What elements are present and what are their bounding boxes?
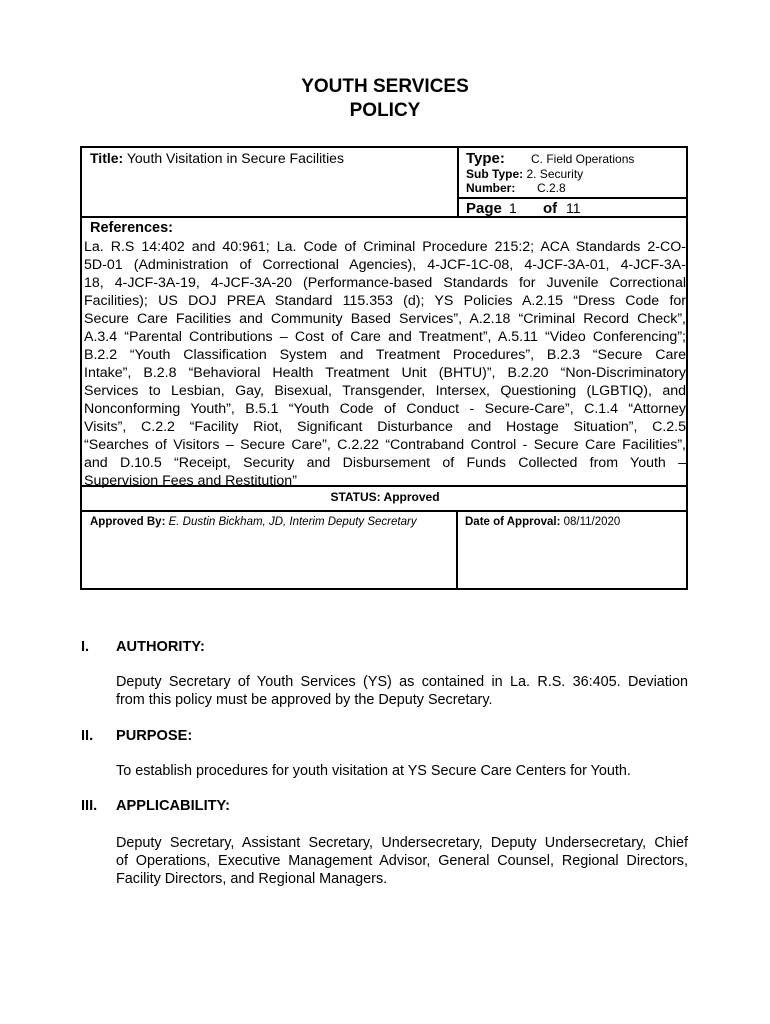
section-body-line: Facility Directors, and Regional Managers. <box>116 871 388 887</box>
approved-by-label: Approved By: <box>90 516 166 528</box>
references-line: Services to Lesbian, Gay, Bisexual, Transgender, Intersex, Questioning (LGBTIQ), and <box>84 383 686 399</box>
section-body-line: Deputy Secretary of Youth Services (YS) as contained in La. R.S. 36:405. Deviation <box>116 674 688 690</box>
approved-by-value: E. Dustin Bickham, JD, Interim Deputy Secretary <box>168 516 417 528</box>
type-value: C. Field Operations <box>531 152 635 166</box>
section-numeral: II. <box>81 728 94 744</box>
status-value: Approved <box>383 490 440 504</box>
page-label: Page <box>466 200 502 217</box>
references-line: Nonconforming Youth”, B.5.1 “Youth Code of Conduct - Secure-Care”, C.1.4 “Attorney <box>84 401 686 417</box>
status-field <box>0 490 770 504</box>
date-of-approval-label: Date of Approval: <box>465 516 561 528</box>
references-label: References: <box>90 220 174 236</box>
number-value: C.2.8 <box>537 181 566 195</box>
section-body <box>116 673 688 709</box>
section-numeral: III. <box>81 798 98 814</box>
references-line: Visits”, C.2.2 “Facility Riot, Significant Disturbance and Hostage Situation”, C.2.5 <box>84 419 686 435</box>
of-value: 11 <box>566 200 581 216</box>
references-line: La. R.S 14:402 and 40:961; La. Code of Criminal Procedure 215:2; ACA Standards 2-CO- <box>84 239 686 255</box>
subtype-label: Sub Type: <box>466 167 524 181</box>
references-line: Supervision Fees and Restitution” <box>84 473 297 489</box>
of-label: of <box>543 200 558 217</box>
title-field <box>90 150 344 166</box>
document-title-line1: YOUTH SERVICES <box>301 76 469 97</box>
references-line: 5D-01 (Administration of Correctional Agencies), 4-JCF-1C-08, 4-JCF-3A-01, 4-JCF-3A- <box>84 257 686 273</box>
references-line: B.2.2 “Youth Classification System and Treatment Procedures”, B.2.3 “Secure Care <box>84 347 686 363</box>
section-body-line: of Operations, Executive Management Advisor, General Counsel, Regional Directors, <box>116 853 688 869</box>
status-label: STATUS: <box>330 490 381 504</box>
approved-by-field <box>90 516 417 528</box>
table-divider-top <box>457 146 459 218</box>
section-body-line: To establish procedures for youth visitation at YS Secure Care Centers for Youth. <box>116 763 631 779</box>
section-numeral: I. <box>81 639 90 655</box>
references-line: and D.10.5 “Receipt, Security and Disbursement of Funds Collected from Youth – <box>84 455 686 471</box>
page-value: 1 <box>509 200 517 216</box>
table-divider-approval <box>80 510 688 512</box>
references-line: A.3.4 “Parental Contributions – Cost of Care and Treatment”, A.5.11 “Video Conferencing”; <box>84 329 686 345</box>
table-divider-references <box>80 216 688 218</box>
section-heading: AUTHORITY: <box>116 639 205 655</box>
section-body <box>116 834 688 888</box>
references-line: Facilities); US DOJ PREA Standard 115.353 (d); YS Policies A.2.15 “Dress Code for <box>84 293 686 309</box>
type-label: Type: <box>466 150 505 167</box>
table-divider-page <box>457 197 688 199</box>
date-of-approval-value: 08/11/2020 <box>563 516 621 528</box>
subtype-field <box>466 167 583 181</box>
references-line: Intake”, B.2.8 “Behavioral Health Treatment Unit (BHTU)”, B.2.20 “Non-Discriminatory <box>84 365 686 381</box>
document-title-line2: POLICY <box>349 100 421 121</box>
number-label: Number: <box>466 181 516 195</box>
table-divider-approval-vertical <box>456 510 458 590</box>
section-body-line: Deputy Secretary, Assistant Secretary, Undersecretary, Deputy Undersecretary, Chief <box>116 835 688 851</box>
section-heading: APPLICABILITY: <box>116 798 231 814</box>
title-label: Title: <box>90 150 124 166</box>
references-line: Secure Care Facilities and Community Based Services”, A.2.18 “Criminal Record Check”, <box>84 311 686 327</box>
references-text <box>84 238 686 490</box>
section-heading: PURPOSE: <box>116 728 193 744</box>
subtype-value: 2. Security <box>526 167 584 181</box>
date-of-approval-field <box>465 516 620 528</box>
references-line: “Searches of Visitors – Secure Care”, C.2.22 “Contraband Control - Secure Care Facilities”, <box>84 437 686 453</box>
section-body-line: from this policy must be approved by the Deputy Secretary. <box>116 692 493 708</box>
section-body <box>116 762 688 780</box>
title-value: Youth Visitation in Secure Facilities <box>126 150 344 166</box>
references-line: 18, 4-JCF-3A-19, 4-JCF-3A-20 (Performance-based Standards for Juvenile Correctional <box>84 275 686 291</box>
